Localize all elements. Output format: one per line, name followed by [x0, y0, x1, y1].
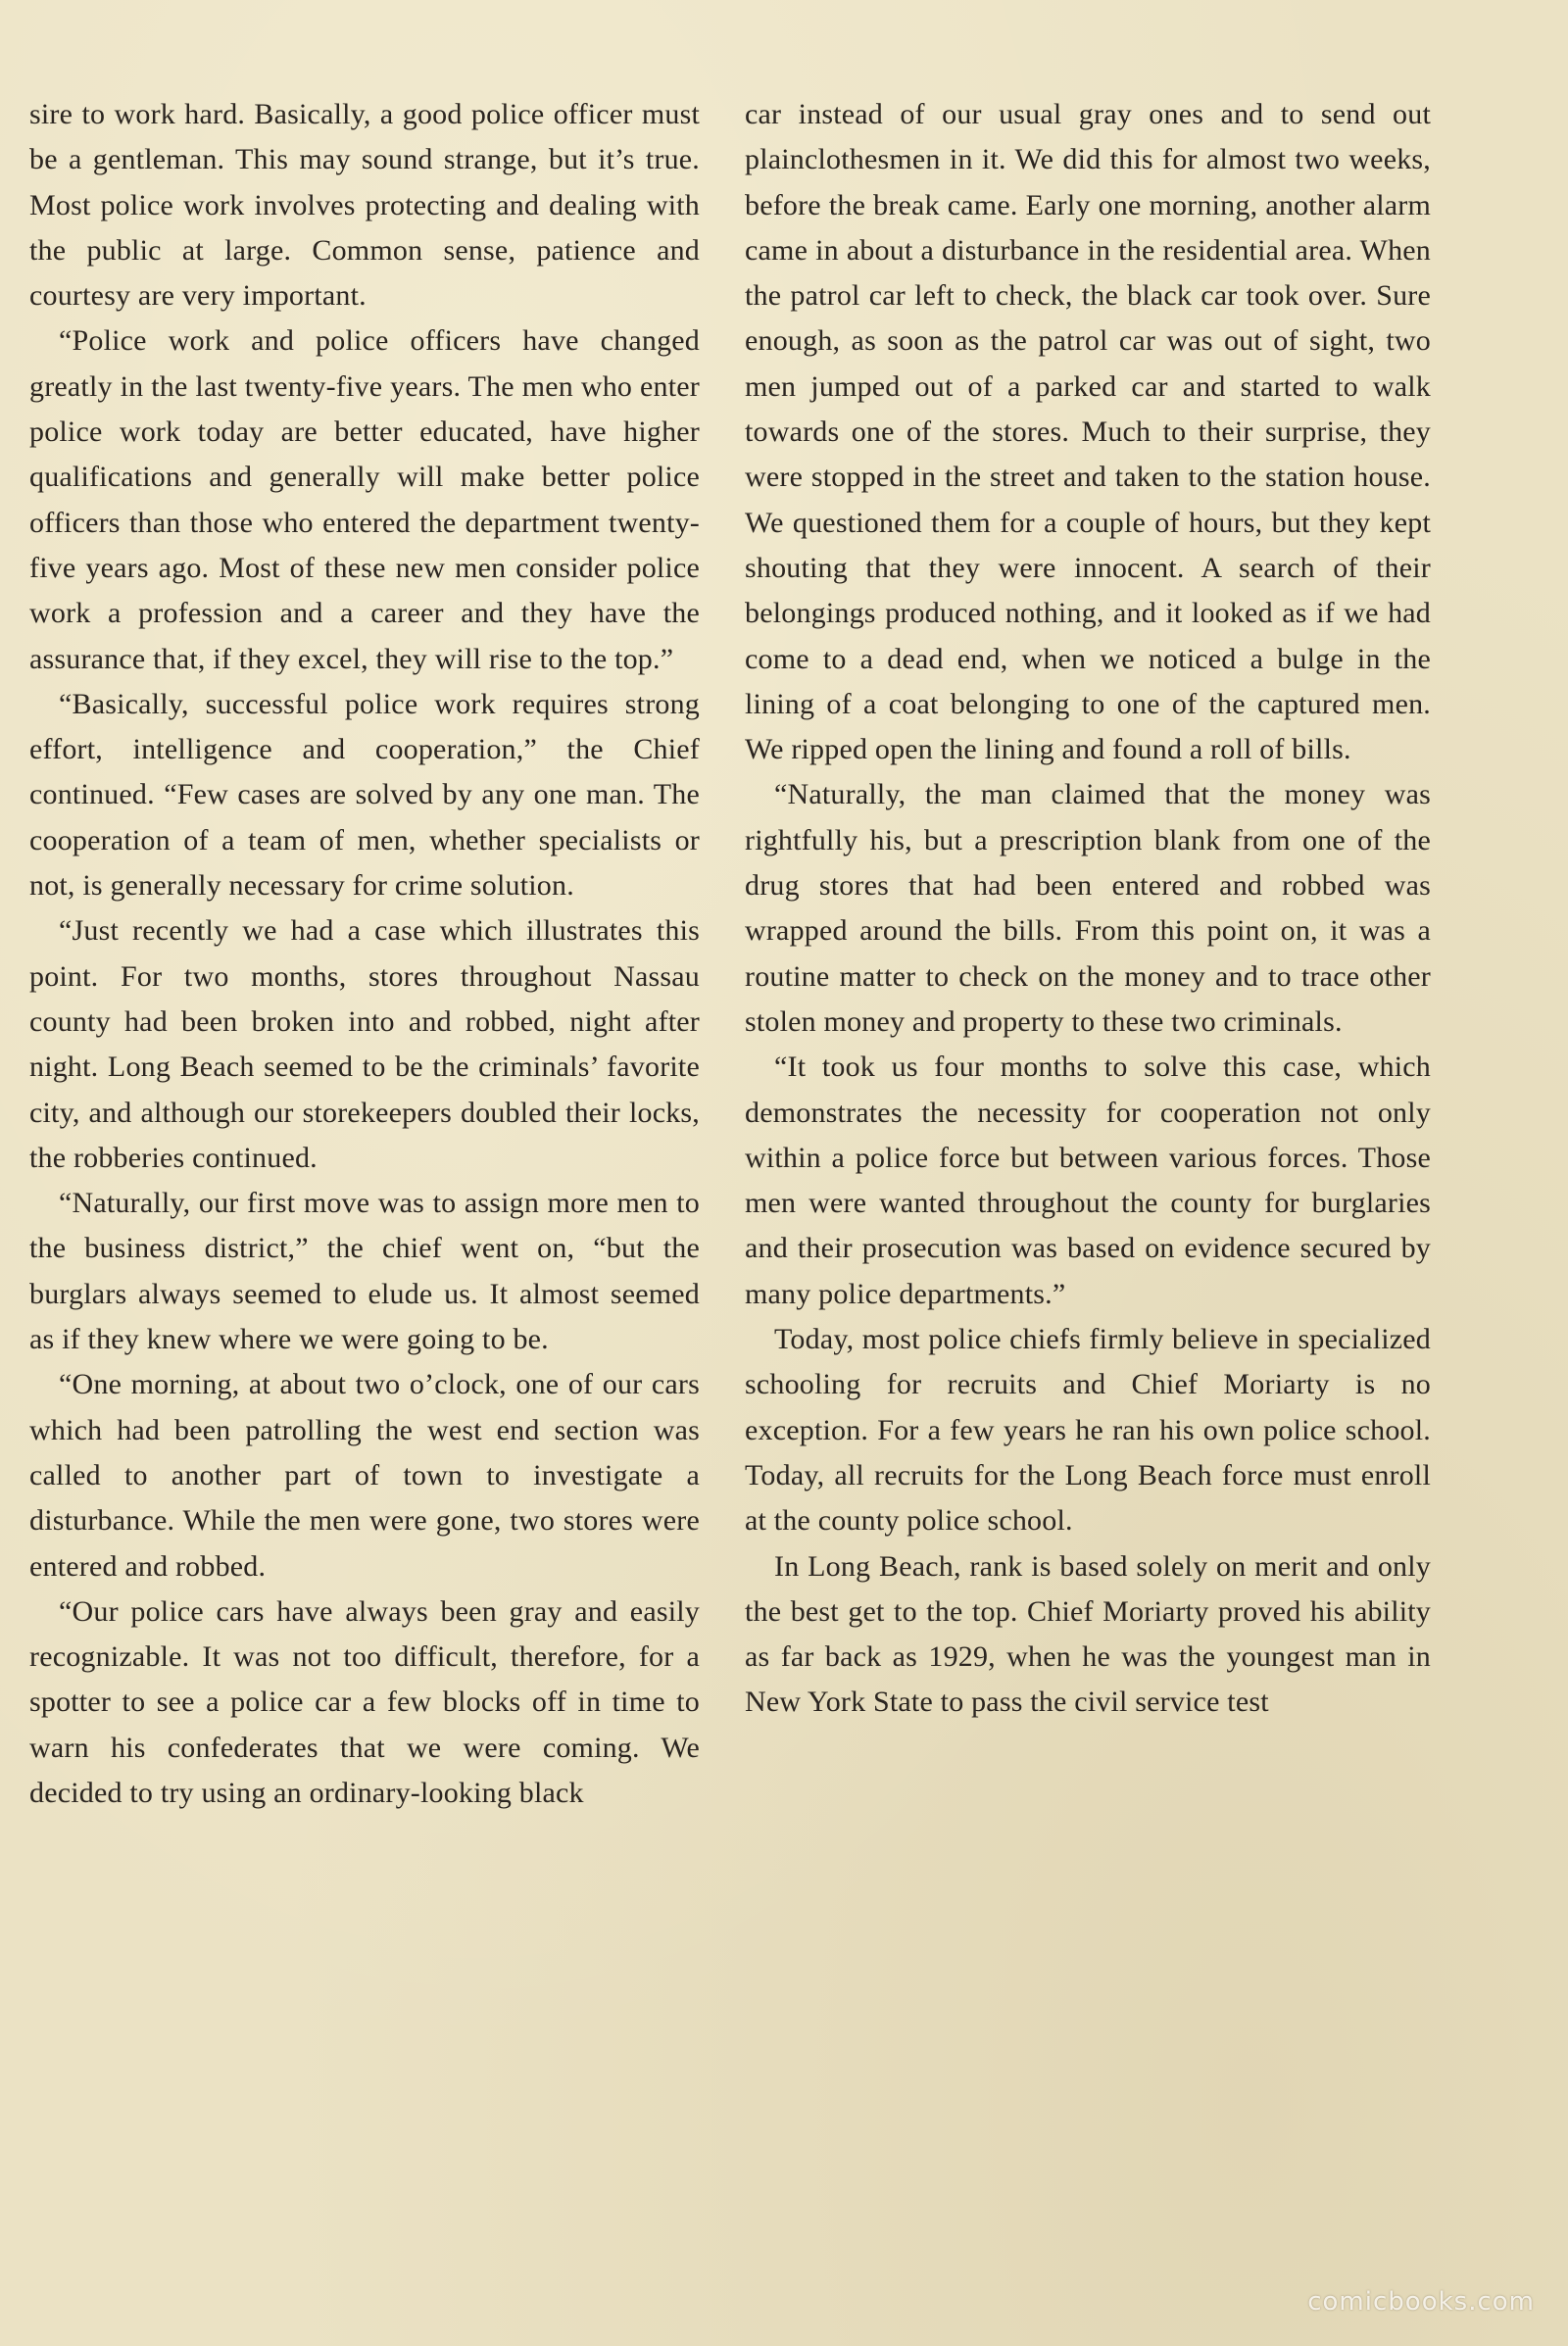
paragraph: “Naturally, the man claimed that the money was rightfully his, but a prescription blank from one of the drug stores that had been entered and robbed was wrapped around the bills. From this point on, it was a routine matter to check on the money and to trace other stolen money and property to these two criminals.: [745, 778, 1431, 1038]
paragraph: “Police work and police officers have changed greatly in the last twenty-five years. The men who enter police work today are better educated, have higher qualifications and generally will make better police officers than those who entered the department twenty-five years ago. Most of these new men consider police work a profession and a career and they have the assurance that, if they excel, they will rise to the top.”: [29, 324, 700, 675]
paragraph: “Basically, successful police work requires strong effort, intelligence and cooperation,” the Chief continued. “Few cases are solved by any one man. The cooperation of a team of men, whether specialists or not, is generally necessary for crime solution.: [29, 687, 700, 903]
paragraph: sire to work hard. Basically, a good police officer must be a gentleman. This may sound strange, but it’s true. Most police work involves protecting and dealing with the public at large. Common sense, patience and courtesy are very important.: [29, 98, 700, 313]
paragraph: Today, most police chiefs firmly believe in specialized schooling for recruits and Chief Moriarty is no exception. For a few years he ran his own police school. Today, all recruits for the Long Beach force must enroll at the county police school.: [745, 1323, 1431, 1538]
paragraph: car instead of our usual gray ones and to send out plainclothesmen in it. We did this for almost two weeks, before the break came. Early one morning, another alarm came in about a disturbance in the residential area. When the patrol car left to check, the black car took over. Sure enough, as soon as the patrol car was out of sight, two men jumped out of a parked car and started to walk towards one of the stores. Much to their surprise, they were stopped in the street and taken to the station house. We questioned them for a couple of hours, but they kept shouting that they were innocent. A search of their belongings produced nothing, and it looked as if we had come to a dead end, when we noticed a bulge in the lining of a coat belonging to one of the captured men. We ripped open the lining and found a roll of bills.: [745, 98, 1431, 766]
right-column: [745, 92, 1431, 1726]
paragraph: “It took us four months to solve this case, which demonstrates the necessity for cooperation not only within a police force but between various forces. Those men were wanted throughout the county for burglaries and their prosecution was based on evidence secured by many police departments.”: [745, 1051, 1431, 1310]
paragraph: In Long Beach, rank is based solely on merit and only the best get to the top. Chief Moriarty proved his ability as far back as 1929, when he was the youngest man in New York State to pass the civil service test: [745, 1549, 1431, 1719]
watermark: comicbooks.com: [1307, 2287, 1535, 2317]
paragraph: “One morning, at about two o’clock, one of our cars which had been patrolling the west end section was called to another part of town to investigate a disturbance. While the men were gone, two stores were entered and robbed.: [29, 1368, 700, 1583]
paragraph: “Naturally, our first move was to assign more men to the business district,” the chief went on, “but the burglars always seemed to elude us. It almost seemed as if they knew where we were going to be.: [29, 1187, 700, 1356]
paragraph: “Just recently we had a case which illustrates this point. For two months, stores throughout Nassau county had been broken into and robbed, night after night. Long Beach seemed to be the criminals’ favorite city, and although our storekeepers doubled their locks, the robberies continued.: [29, 914, 700, 1174]
left-column: [29, 92, 700, 1816]
paragraph: “Our police cars have always been gray and easily recognizable. It was not too difficult, therefore, for a spotter to see a police car a few blocks off in time to warn his confederates that we were coming. We decided to try using an ordinary-looking black: [29, 1594, 700, 1809]
